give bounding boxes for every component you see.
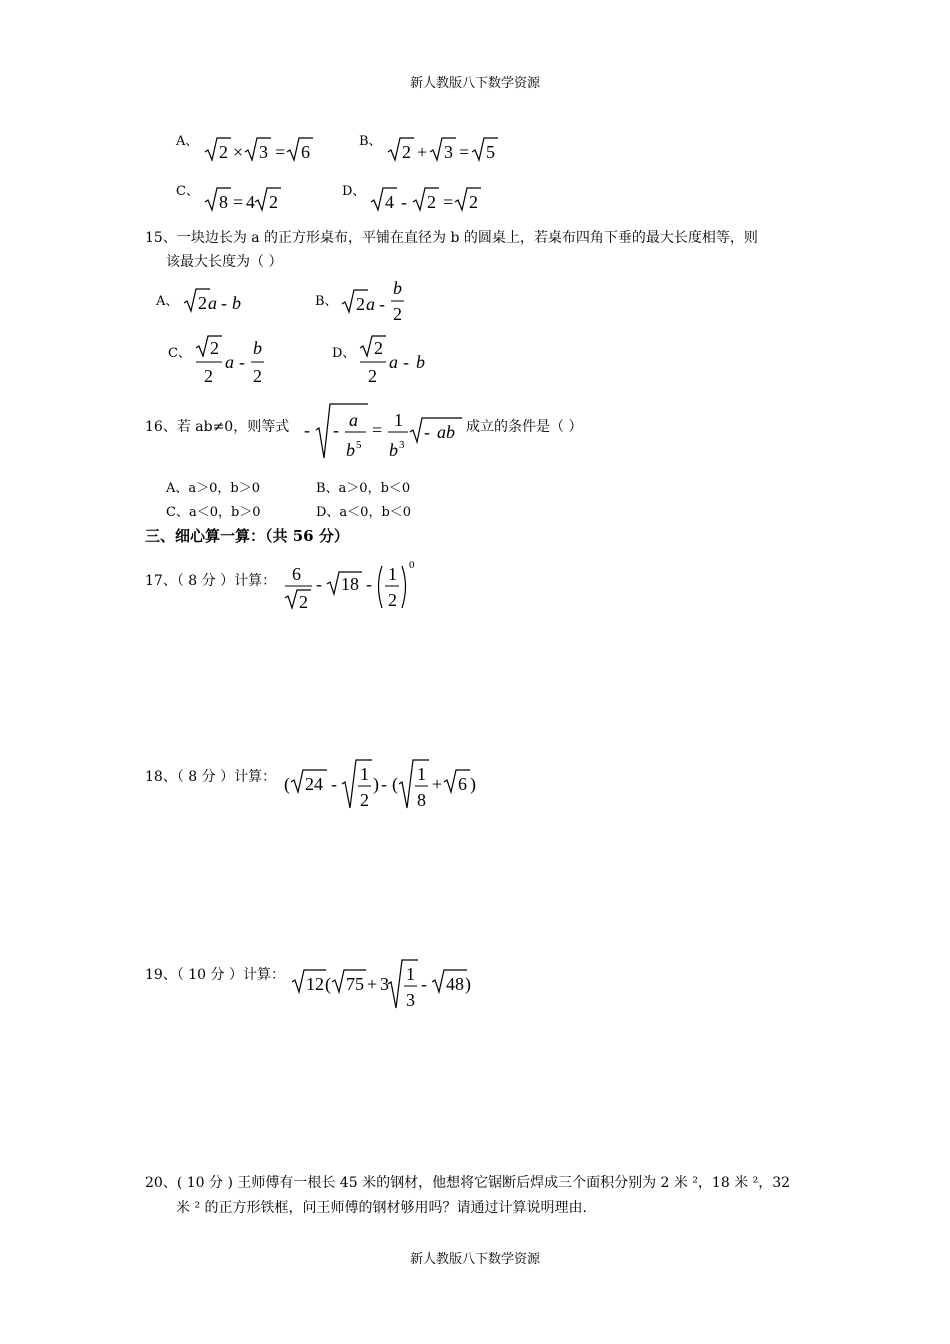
svg-text:-: - <box>366 574 372 594</box>
svg-text:): ) <box>465 974 471 994</box>
svg-text:3: 3 <box>444 142 453 162</box>
q14-option-b-formula <box>386 136 506 164</box>
svg-text:=: = <box>372 420 383 440</box>
q16-option-a: A、a＞0，b＞0 <box>166 481 261 496</box>
svg-text:18: 18 <box>341 574 359 594</box>
svg-text:2: 2 <box>402 142 411 162</box>
svg-text:5: 5 <box>486 142 495 162</box>
svg-text:-: - <box>403 352 409 372</box>
svg-text:12: 12 <box>306 974 324 994</box>
svg-text:-: - <box>381 774 387 794</box>
svg-text:5: 5 <box>356 439 362 451</box>
q18-label: 18、（ 8 分 ）计算： <box>145 769 277 785</box>
svg-text:b: b <box>232 293 241 313</box>
svg-text:1: 1 <box>388 564 397 584</box>
svg-text:a: a <box>225 352 234 372</box>
svg-text:8: 8 <box>417 790 426 810</box>
q15-option-a-formula <box>182 287 262 315</box>
q17-expression <box>282 556 422 616</box>
svg-text:2: 2 <box>368 366 377 386</box>
q15-option-c-label: C、 <box>168 346 191 361</box>
q14-option-b-label: B、 <box>359 134 382 149</box>
svg-text:2: 2 <box>253 366 262 386</box>
svg-text:×: × <box>233 142 244 162</box>
svg-text:-: - <box>316 574 322 594</box>
svg-text:2: 2 <box>219 142 228 162</box>
svg-text:=: = <box>233 192 244 212</box>
svg-text:4: 4 <box>246 192 255 212</box>
svg-text:-: - <box>401 192 407 212</box>
svg-text:a: a <box>389 352 398 372</box>
svg-text:=: = <box>459 142 470 162</box>
q15-option-d-label: D、 <box>332 346 356 361</box>
svg-text:2: 2 <box>269 192 278 212</box>
q15-text-line2: 该最大长度为（ ） <box>166 254 283 270</box>
q16-prefix-text: 16、若 ab≠0，则等式 <box>145 419 290 435</box>
svg-text:2: 2 <box>393 304 402 324</box>
q14-option-a-label: A、 <box>176 134 199 149</box>
q15-text-line1: 15、一块边长为 a 的正方形桌布，平铺在直径为 b 的圆桌上，若桌布四角下垂的最大长度相等，则 <box>145 230 758 246</box>
q16-option-c: C、a＜0，b＞0 <box>166 505 261 520</box>
page-header: 新人教版八下数学资源 <box>409 76 540 91</box>
svg-text:): ) <box>373 774 379 794</box>
page-footer: 新人教版八下数学资源 <box>409 1252 540 1267</box>
q17-label: 17、（ 8 分 ）计算： <box>145 573 277 589</box>
svg-text:(: ( <box>284 774 290 794</box>
svg-text:ab: ab <box>437 422 455 442</box>
svg-text:3: 3 <box>399 439 405 451</box>
svg-text:-: - <box>424 422 430 442</box>
svg-text:b: b <box>346 440 355 460</box>
svg-text:-: - <box>221 293 227 313</box>
svg-text:6: 6 <box>292 564 301 584</box>
svg-text:b: b <box>253 338 262 358</box>
svg-text:6: 6 <box>458 774 467 794</box>
q14-option-c-formula <box>203 186 293 214</box>
section-3-heading: 三、细心算一算：（共 56 分） <box>145 527 349 545</box>
svg-text:1: 1 <box>417 764 426 784</box>
q16-suffix-text: 成立的条件是（ ） <box>466 419 583 435</box>
svg-text:3: 3 <box>406 990 415 1010</box>
q15-option-d-formula <box>358 334 438 390</box>
svg-text:+: + <box>417 142 428 162</box>
svg-text:a: a <box>208 293 217 313</box>
svg-text:2: 2 <box>469 192 478 212</box>
svg-text:b: b <box>389 440 398 460</box>
svg-text:(: ( <box>392 774 398 794</box>
q16-equation <box>300 400 470 466</box>
svg-text:2: 2 <box>204 366 213 386</box>
svg-text:8: 8 <box>219 192 228 212</box>
q19-label: 19、（ 10 分 ）计算： <box>145 967 285 983</box>
svg-text:75: 75 <box>346 974 364 994</box>
svg-text:b: b <box>393 278 402 298</box>
svg-text:-: - <box>421 974 427 994</box>
q15-option-a-label: A、 <box>156 294 179 309</box>
svg-text:2: 2 <box>356 294 365 314</box>
svg-text:-: - <box>304 420 310 440</box>
svg-text:24: 24 <box>305 774 323 794</box>
svg-text:3: 3 <box>259 142 268 162</box>
svg-text:-: - <box>331 774 337 794</box>
q14-option-d-formula <box>369 186 489 214</box>
q18-expression <box>282 756 482 814</box>
svg-text:+: + <box>367 974 378 994</box>
svg-text:=: = <box>275 142 286 162</box>
q14-option-a-formula <box>203 136 323 164</box>
q14-option-d-label: D、 <box>342 184 366 199</box>
q15-option-b-formula <box>340 276 420 326</box>
svg-text:+: + <box>432 774 443 794</box>
svg-text:=: = <box>443 192 454 212</box>
svg-text:-: - <box>239 352 245 372</box>
svg-text:2: 2 <box>360 790 369 810</box>
q20-text-line1: 20、( 10 分 ) 王师傅有一根长 45 米的钢材，他想将它锯断后焊成三个面积分别为 2 米 ²，18 米 ²，32 <box>145 1175 791 1191</box>
svg-text:1: 1 <box>394 410 403 430</box>
svg-text:0: 0 <box>409 559 415 571</box>
svg-text:3: 3 <box>380 974 389 994</box>
svg-text:2: 2 <box>388 590 397 610</box>
svg-text:48: 48 <box>446 974 464 994</box>
svg-text:-: - <box>379 294 385 314</box>
svg-text:): ) <box>470 774 476 794</box>
q15-option-c-formula <box>194 334 274 390</box>
svg-text:2: 2 <box>299 592 308 612</box>
svg-text:4: 4 <box>385 192 394 212</box>
svg-text:2: 2 <box>374 338 383 358</box>
svg-text:b: b <box>416 352 425 372</box>
svg-text:2: 2 <box>198 293 207 313</box>
q19-expression <box>290 956 480 1014</box>
q16-option-d: D、a＜0，b＜0 <box>316 505 412 520</box>
svg-text:2: 2 <box>427 192 436 212</box>
svg-text:2: 2 <box>210 338 219 358</box>
svg-text:1: 1 <box>406 964 415 984</box>
svg-text:-: - <box>333 420 339 440</box>
q14-option-c-label: C、 <box>176 184 199 199</box>
svg-text:a: a <box>349 410 358 430</box>
q16-option-b: B、a＞0，b＜0 <box>316 481 411 496</box>
svg-text:(: ( <box>325 974 331 994</box>
q15-option-b-label: B、 <box>315 294 338 309</box>
svg-text:6: 6 <box>301 142 310 162</box>
q20-text-line2: 米 ² 的正方形铁框，问王师傅的钢材够用吗？请通过计算说明理由. <box>176 1200 587 1216</box>
svg-text:1: 1 <box>360 764 369 784</box>
svg-text:a: a <box>366 294 375 314</box>
